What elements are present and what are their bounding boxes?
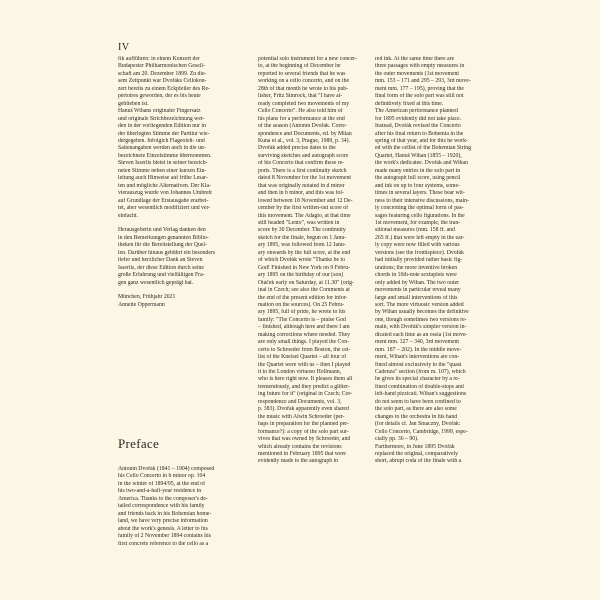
text-line: ment mm. 177 – 195), proving that the — [375, 85, 464, 92]
text-line: auf Grundlage der Erstausgabe erarbei- — [118, 197, 209, 204]
section-heading-preface: Preface — [118, 436, 160, 451]
text-line: Annette Oppermann — [118, 301, 165, 308]
text-line: der überlegten Stimme der Partitur wie- — [118, 130, 210, 137]
text-line: Kuna et al., vol. 3, Prague, 1989, p. 34). — [258, 137, 350, 144]
text-line: by Wihan usually becomes the definitive — [375, 309, 469, 316]
text-line: reported to several friends that he was — [258, 70, 346, 77]
text-line: Antonín Dvořák (1841 – 1904) composed — [118, 466, 215, 472]
text-line: 1st movement, for example, the tran- — [375, 219, 461, 226]
text-line: Furthermore, in June 1895 Dvořák — [375, 443, 455, 450]
text-line: Dvořák added precise dates to the — [258, 145, 336, 152]
text-line: which already contains the revisions — [258, 443, 342, 450]
text-line: ary 1895, full of pride, he wrote to his — [258, 309, 346, 316]
text-line: große Erfahrung und vielfältigen Fra- — [118, 272, 205, 279]
text-line: the Quartet were with us – then I played — [258, 361, 351, 368]
text-line: his Cello Concerto in b minor op. 104 — [118, 473, 206, 480]
text-line: leitung auch Hinweise auf frühe Lesar- — [118, 175, 208, 182]
text-line: Quartet, Hanuš Wihan (1855 – 1920), — [375, 152, 462, 159]
text-line: dergegeben. Infolgich Flageolett- und — [118, 137, 205, 144]
text-line: mm. 153 – 171 and 295 – 293, 3rd move- — [375, 78, 471, 85]
text-line: evidently made to the autograph in — [258, 458, 338, 465]
text-line: potential solo instrument for a new concer- — [258, 56, 357, 62]
text-line: sages featuring cello figurations. In the — [375, 212, 465, 219]
text-line: einfacht. — [118, 212, 138, 219]
text-line: cially pp. 36 – 90). — [375, 436, 419, 443]
text-line: bezeichnete Einzelstimme übernommen. — [118, 152, 212, 159]
text-line: zert bereits zu einem Eckpfeiler des Re- — [118, 85, 210, 92]
text-line: it to the London virtuoso Hollmann, — [258, 369, 342, 376]
text-line: ed with the cellist of the Bohemian String — [375, 145, 471, 152]
text-line: land, we have very precise information — [118, 518, 208, 525]
text-line: in the winter of 1894/95, at the end of — [118, 480, 206, 487]
text-line: urations; the more inventive broken — [375, 264, 458, 271]
text-line: short, abrupt coda of the finale with a — [375, 458, 462, 465]
text-line: mation on the sources). On 25 Febru- — [258, 301, 345, 308]
text-line: spring of that year, and for this he work- — [375, 137, 468, 144]
text-line: that was originally notated in d minor — [258, 182, 345, 189]
text-line: ports. There is a first continuity sketch — [258, 167, 347, 174]
text-line: cember by the first written-out score of — [258, 205, 349, 212]
text-line: tremendously, and they predict a glitter- — [258, 383, 350, 390]
text-line: tailed correspondence with his family — [118, 503, 205, 510]
column-2-text — [258, 56, 376, 466]
text-line: replaced the original, comparatively — [375, 451, 459, 458]
text-line: ten und mögliche Alternativen. Der Kla- — [118, 182, 211, 189]
text-line: ing future for it" (original in Czech; Cor- — [258, 391, 353, 398]
text-line: Budapester Philharmonischen Gesell- — [118, 63, 205, 70]
text-line: geblieben ist. — [118, 100, 149, 107]
text-line: red ink. At the same time there are — [375, 56, 455, 62]
text-line: The American performance planned — [375, 108, 458, 115]
text-line: after his final return to Bohemia in the — [375, 130, 464, 137]
text-line: ment mm. 327 – 340, 3rd movement — [375, 339, 460, 346]
text-line: and friends back in his Bohemian home- — [118, 510, 212, 517]
text-line: spondence and Documents, ed. by Milan — [258, 130, 352, 137]
text-line: formance?): a copy of the solo part sur- — [258, 428, 349, 435]
text-line: his plans for a performance at the end — [258, 115, 345, 122]
text-line: movements in particular reveal many — [375, 287, 461, 294]
text-line: tet, aber wesentlich modifiziert und ver- — [118, 205, 211, 212]
text-line: of the season (Antonín Dvořák. Corre- — [258, 123, 347, 130]
text-line: the work's dedicatee. Dvořák and Wihan — [375, 160, 468, 167]
text-line: dicated each time as an ossia (1st move- — [375, 331, 468, 338]
text-line: his two-and-a-half-year residence in — [118, 488, 202, 495]
text-line: gen ganz wesentlich geprägt hat. — [118, 279, 194, 286]
text-line: Hanuš Wihans originaler Fingersatz — [118, 108, 201, 115]
column-3-text — [375, 56, 493, 466]
text-line: ness to their intensive discussions, main- — [375, 197, 469, 204]
text-line: definitively fixed at this time. — [375, 100, 444, 107]
text-line: inal in Czech; see also the Comments at — [258, 287, 350, 294]
text-line: left-hand pizzicati. Wihan's suggestions — [375, 391, 467, 398]
text-line: – finished, although here and there I am — [258, 324, 350, 331]
text-line: ly concerning the optimal form of pas- — [375, 205, 464, 212]
text-line: surviving sketches and autograph score — [258, 152, 349, 159]
page-number: IV — [118, 42, 130, 53]
text-line: versions (see the frontispiece). Dvořák — [375, 249, 464, 256]
text-line: theken für die Bereitstellung der Quel- — [118, 242, 207, 249]
text-line: made many entries in the solo part in — [375, 167, 461, 174]
text-line: God! Finished in New York on 9 Febru- — [258, 264, 350, 271]
text-line: to, at the beginning of December he — [258, 63, 341, 70]
text-line: pertoires geworden, der es bis heute — [118, 93, 201, 100]
text-line: 265 ff.) that were left empty in the ear- — [375, 234, 465, 241]
text-line: ready completed two movements of my — [258, 100, 350, 107]
text-line: lisher, Fritz Simrock, that "I have al- — [258, 93, 343, 100]
text-line: vierauszug wurde von Johannes Umbreit — [118, 190, 212, 197]
text-line: he gives its special character by a re- — [375, 376, 460, 383]
text-line: ly copy were now filled with various — [375, 242, 460, 249]
text-line: schaft am 20. Dezember 1899. Zu die- — [118, 70, 207, 77]
text-line: Cadenza" section (from m. 107), which — [375, 369, 466, 376]
text-line: main, with Dvořák's simpler version in- — [375, 324, 467, 331]
text-line: list of the Kneisel Quartet – all four of — [258, 354, 347, 361]
text-line: who is here right now. It pleases them all — [258, 376, 353, 383]
text-line: the autograph full score, using pencil — [375, 175, 461, 182]
column-1-german-text — [118, 56, 236, 309]
text-line: sketch for the finale, begun on 1 Janu- — [258, 234, 347, 241]
paragraph-gap — [118, 287, 236, 294]
text-line: Cello Concerto". He also told him of — [258, 108, 343, 115]
text-line: und originale Strichbezeichnung wer- — [118, 115, 205, 122]
text-line: only added by Wihan. The two outer — [375, 279, 460, 286]
text-line: mm. 187 – 202). In the middle move- — [375, 346, 462, 353]
text-line: Instead, Dvořák revised the Concerto — [375, 123, 461, 130]
text-line: and then in b minor, and this was fol- — [258, 190, 344, 197]
text-line: 28th of that month he wrote to his pub- — [258, 85, 349, 92]
text-line: ary 1895 on the birthday of our [son] — [258, 272, 344, 279]
text-line: working on a cello concerto, and on the — [258, 78, 350, 85]
text-line: lowed between 18 November and 12 De- — [258, 197, 353, 204]
text-line: the outer movements (1st movement — [375, 70, 459, 77]
text-line: sort. The more virtuosic version added — [375, 301, 464, 308]
text-line: this movement. The Adagio, at that time — [258, 212, 351, 219]
text-line: do not seem to have been confined to — [375, 398, 461, 405]
text-line: changes to the orchestra in his hand — [375, 413, 458, 420]
text-line: fik aufführen: in einem Konzert der — [118, 56, 200, 62]
text-line: first concrete reference to the cello as a — [118, 540, 209, 547]
text-line: final form of the solo part was still not — [375, 93, 464, 100]
text-line: (for details cf. Jan Smaczny, Dvořák: — [375, 421, 461, 428]
text-line: making corrections where needed. They — [258, 331, 351, 338]
text-line: Herausgeberin und Verlag danken den — [118, 227, 206, 234]
text-line: sem Zeitpunkt war Dvořáks Cellokon- — [118, 78, 207, 85]
text-line: for 1895 evidently did not take place. — [375, 115, 462, 122]
text-line: of his Concerto that confirm these re- — [258, 160, 345, 167]
text-line: score by 30 December. The continuity — [258, 227, 346, 234]
text-line: ary 1895, was followed from 12 Janu- — [258, 242, 346, 249]
column-1-preface-text — [118, 466, 236, 548]
text-line: dated 8 November for the 1st movement — [258, 175, 351, 182]
text-line: respondence and Documents, vol. 3, — [258, 398, 342, 405]
text-line: family of 2 November 1894 contains his — [118, 533, 211, 540]
text-line: and ink on up to four systems, some- — [375, 182, 460, 189]
text-line: are only small things. I played the Con- — [258, 339, 350, 346]
text-line: the end of the present edition for infor- — [258, 294, 348, 301]
text-line: Steven Isserlis bietet in seiner bezeich- — [118, 160, 208, 167]
text-line: Otáček early on Saturday, at 11.30" (orig- — [258, 279, 354, 286]
text-line: Saitenangaben werden auch in die un- — [118, 145, 206, 152]
text-line: Cello Concerto, Cambridge, 1999, espe- — [375, 428, 468, 435]
text-line: the music with Alwin Schroeder (per- — [258, 413, 345, 420]
text-line: one, though sometimes two versions re- — [375, 316, 467, 323]
text-line: haps in preparation for the planned per- — [258, 421, 349, 428]
text-line: certo to Schroeder from Boston, the cel- — [258, 346, 351, 353]
text-line: len. Darüber hinaus gebührt ein besonders — [118, 249, 216, 256]
text-line: neten Stimme neben einer kurzen Ein- — [118, 167, 207, 174]
text-line: mentioned in February 1895 that were — [258, 451, 346, 458]
text-line: ary onwards by the full score, at the end — [258, 249, 351, 256]
paragraph-gap — [118, 220, 236, 227]
text-line: fined almost exclusively to the "quasi — [375, 361, 462, 368]
text-line: large and small interventions of this — [375, 294, 458, 301]
text-line: den in der vorliegenden Edition nur in — [118, 123, 206, 130]
text-line: tiefer und herzlicher Dank an Steven — [118, 257, 203, 264]
text-line: chords in 16th-note sextuplets were — [375, 272, 457, 279]
text-line: family: "The Concerto is – praise God — [258, 316, 346, 323]
text-line: ment, Wihan's interventions are con- — [375, 354, 460, 361]
text-line: about the work's genesis. A letter to his — [118, 525, 208, 532]
text-line: three passages with empty measures in — [375, 63, 465, 70]
text-line: in den Bemerkungen genannten Biblio- — [118, 234, 209, 241]
text-line: had initially provided rather basic fig- — [375, 257, 463, 264]
text-line: still headed "Lento", was written in — [258, 219, 340, 226]
text-line: of which Dvořák wrote "Thanks be to — [258, 257, 345, 264]
text-line: vives that was owned by Schroeder, and — [258, 436, 351, 443]
text-line: sitional measures (mm. 158 ff. and — [375, 227, 455, 234]
text-line: München, Frühjahr 2021 — [118, 294, 176, 301]
text-line: p. 383). Dvořák apparently even shared — [258, 406, 349, 413]
text-line: Isserlis, der diese Edition durch seine — [118, 264, 204, 271]
text-line: fined combination of double-stops and — [375, 383, 464, 390]
text-line: times in several layers. These bear wit- — [375, 190, 465, 197]
text-line: the solo part, as there are also some — [375, 406, 457, 413]
text-line: America. Thanks to the composer's de- — [118, 495, 208, 502]
